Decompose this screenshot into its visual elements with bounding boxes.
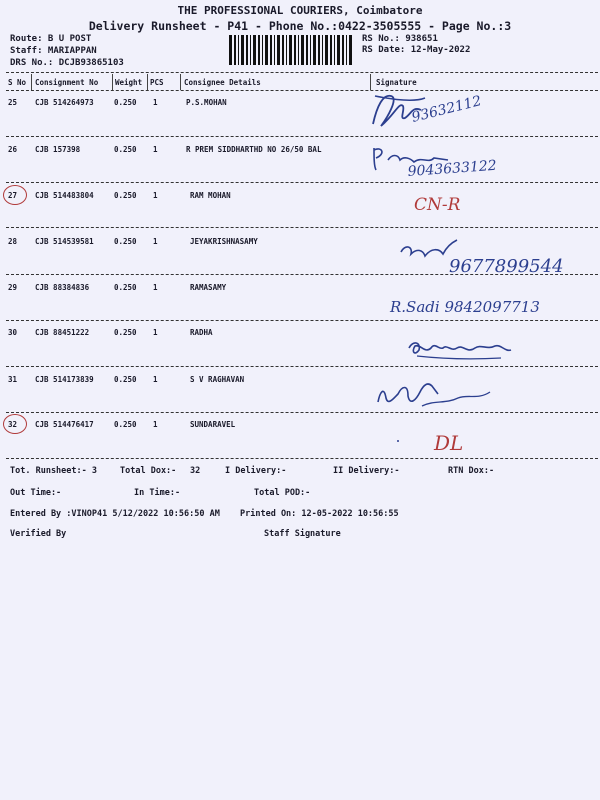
rs-number: RS No.: 938651 [362, 34, 438, 44]
row-consignment: CJB 88451222 [35, 328, 90, 337]
row-consignment: CJB 514173839 [35, 375, 94, 384]
row-consignee: P.S.MOHAN [186, 98, 227, 107]
drs-number: DRS No.: DCJB93865103 [10, 58, 124, 68]
total-runsheet: Tot. Runsheet:- 3 [10, 466, 97, 476]
col-header-signature: Signature [376, 78, 417, 87]
total-pod: Total POD:- [254, 488, 311, 498]
row-weight: 0.250 [114, 191, 137, 200]
col-divider [112, 74, 113, 90]
rtn-dox: RTN Dox:- [448, 466, 495, 476]
verified-by: Verified By [10, 529, 67, 539]
ink-dot [397, 440, 399, 442]
row-consignment: CJB 157398 [35, 145, 81, 154]
signature-text: 9677899544 [449, 256, 564, 277]
row-rule [6, 227, 598, 228]
row-pcs: 1 [153, 237, 158, 246]
row-weight: 0.250 [114, 420, 137, 429]
signature-scribble [388, 290, 588, 322]
col-divider [31, 74, 32, 90]
row-consignment: CJB 88384836 [35, 283, 90, 292]
signature-scribble [405, 334, 525, 366]
col-header-consignment: Consignment No [35, 78, 99, 87]
row-consignee: JEYAKRISHNASAMY [190, 237, 258, 246]
row-sno: 28 [8, 237, 18, 246]
row-weight: 0.250 [114, 375, 137, 384]
row-sno: 32 [8, 420, 18, 429]
in-time: In Time:- [134, 488, 181, 498]
row-rule [6, 366, 598, 367]
row-consignment: CJB 514539581 [35, 237, 94, 246]
barcode-image [228, 35, 356, 65]
row-consignment: CJB 514483804 [35, 191, 94, 200]
signature-text: DL [434, 431, 464, 455]
row-sno: 25 [8, 98, 18, 107]
rs-date: RS Date: 12-May-2022 [362, 45, 471, 55]
row-consignment: CJB 514264973 [35, 98, 94, 107]
row-weight: 0.250 [114, 98, 137, 107]
row-weight: 0.250 [114, 145, 137, 154]
signature-scribble [410, 190, 500, 218]
out-time: Out Time:- [10, 488, 62, 498]
staff-label: Staff: MARIAPPAN [10, 46, 97, 56]
row-pcs: 1 [153, 283, 158, 292]
row-consignee: S V RAGHAVAN [190, 375, 245, 384]
row-pcs: 1 [153, 191, 158, 200]
total-dox-value: 32 [190, 466, 201, 476]
signature-text: 9043633122 [407, 157, 498, 180]
row-consignee: RAMASAMY [190, 283, 227, 292]
entered-by: Entered By :VINOP41 5/12/2022 10:56:50 AM [10, 509, 220, 519]
signature-scribble [365, 66, 525, 138]
col-header-sno: S No [8, 78, 27, 87]
row-weight: 0.250 [114, 237, 137, 246]
row-sno: 30 [8, 328, 18, 337]
circle-mark [3, 185, 27, 205]
row-rule [6, 458, 598, 459]
row-pcs: 1 [153, 420, 158, 429]
signature-text: R.Sadi 9842097713 [390, 298, 540, 316]
row-sno: 29 [8, 283, 18, 292]
row-consignee: R PREM SIDDHARTHD NO 26/50 BAL [186, 145, 322, 154]
signature-scribble [372, 372, 512, 416]
col-header-weight: Weight [115, 78, 143, 87]
runsheet-subtitle: Delivery Runsheet - P41 - Phone No.:0422-3505555 - Page No.:3 [88, 19, 512, 33]
row-weight: 0.250 [114, 283, 137, 292]
col-header-consignee: Consignee Details [184, 78, 261, 87]
row-sno: 31 [8, 375, 18, 384]
signature-scribble [395, 232, 595, 280]
route-label: Route: B U POST [10, 34, 92, 44]
row-consignee: RADHA [190, 328, 213, 337]
row-consignee: SUNDARAVEL [190, 420, 236, 429]
circle-mark [3, 414, 27, 434]
company-title: THE PROFESSIONAL COURIERS, Coimbatore [177, 4, 423, 17]
col-divider [180, 74, 181, 90]
row-pcs: 1 [153, 98, 158, 107]
row-pcs: 1 [153, 145, 158, 154]
row-consignee: RAM MOHAN [190, 191, 231, 200]
row-rule [6, 182, 598, 183]
signature-scribble [368, 140, 558, 180]
row-consignment: CJB 514476417 [35, 420, 94, 429]
col-header-pcs: PCS [150, 78, 164, 87]
row-pcs: 1 [153, 375, 158, 384]
total-dox-label: Total Dox:- [120, 466, 177, 476]
printed-on: Printed On: 12-05-2022 10:56:55 [240, 509, 399, 519]
signature-text: CN-R [414, 195, 461, 215]
row-pcs: 1 [153, 328, 158, 337]
row-sno: 26 [8, 145, 18, 154]
signature-text: 93632112 [410, 93, 484, 126]
staff-signature: Staff Signature [264, 529, 341, 539]
i-delivery: I Delivery:- [225, 466, 287, 476]
col-divider [147, 74, 148, 90]
ii-delivery: II Delivery:- [333, 466, 400, 476]
row-weight: 0.250 [114, 328, 137, 337]
row-sno: 27 [8, 191, 18, 200]
signature-scribble [430, 426, 500, 456]
